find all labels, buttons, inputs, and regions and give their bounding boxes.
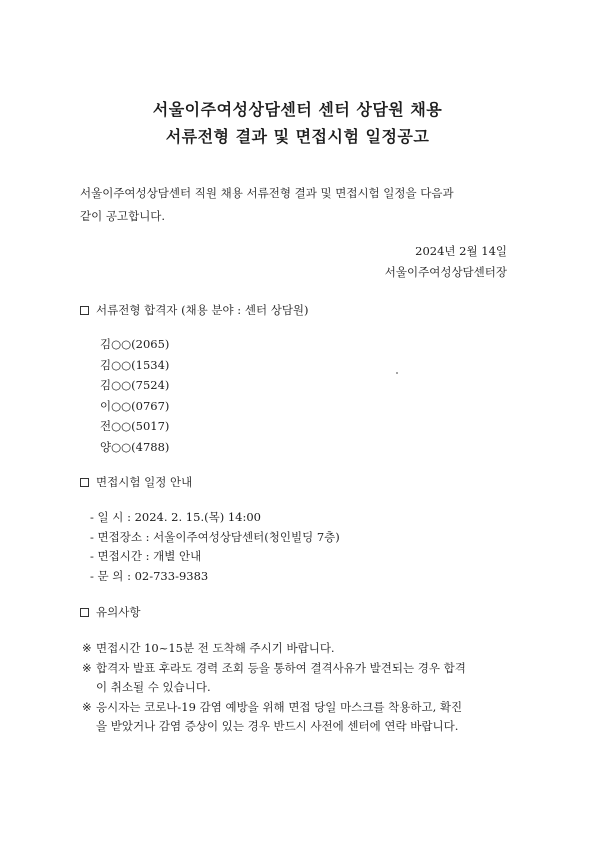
list-item: 김○○(7524)	[100, 378, 170, 392]
interview-schedule	[90, 508, 340, 586]
section-heading-interview	[80, 474, 192, 490]
section-heading-notes	[80, 604, 140, 620]
scan-speck	[396, 372, 398, 374]
checkbox-square-icon	[80, 306, 89, 315]
note-line: 합격자 발표 후라도 경력 조회 등을 통하여 결격사유가 발견되는 경우 합격	[96, 660, 466, 675]
schedule-item: - 일 시 : 2024. 2. 15.(목) 14:00	[90, 510, 261, 524]
section1-heading-text: 서류전형 합격자 (채용 분야 : 센터 상담원)	[96, 303, 309, 317]
page-title-line1: 서울이주여성상담센터 센터 상담원 채용	[152, 100, 443, 119]
reference-mark-icon: ※	[82, 699, 92, 714]
note-line: 면접시간 10~15분 전 도착해 주시기 바랍니다.	[96, 641, 335, 655]
note-item	[82, 639, 522, 659]
page-title-line2: 서류전형 결과 및 면접시험 일정공고	[165, 127, 430, 146]
note-line: 이 취소될 수 있습니다.	[96, 680, 211, 694]
section2-heading-text: 면접시험 일정 안내	[96, 475, 193, 489]
schedule-item: - 문 의 : 02-733-9383	[90, 568, 209, 583]
intro-paragraph	[80, 182, 520, 228]
reference-mark-icon: ※	[82, 641, 92, 655]
section3-heading-text: 유의사항	[96, 605, 141, 619]
list-item: 양○○(4788)	[100, 439, 170, 454]
checkbox-square-icon	[80, 478, 89, 487]
section-heading-passed	[80, 302, 309, 318]
reference-mark-icon: ※	[82, 660, 92, 675]
note-item	[82, 698, 522, 737]
list-item: 김○○(2065)	[100, 337, 170, 351]
issuer-name: 서울이주여성상담센터장	[384, 265, 507, 279]
note-line: 응시자는 코로나-19 감염 예방을 위해 면접 당일 마스크를 착용하고, 확진	[96, 699, 463, 714]
note-line: 을 받았거나 감염 증상이 있는 경우 반드시 사전에 센터에 연락 바랍니다.	[96, 719, 459, 733]
list-item: 이○○(0767)	[100, 398, 170, 413]
list-item: 김○○(1534)	[100, 357, 170, 372]
candidate-list	[100, 334, 169, 457]
notes-list	[82, 639, 522, 737]
schedule-item: - 면접장소 : 서울이주여성상담센터(청인빌딩 7층)	[90, 529, 340, 544]
intro-line1: 서울이주여성상담센터 직원 채용 서류전형 결과 및 면접시험 일정을 다음과	[80, 186, 454, 200]
schedule-item: - 면접시간 : 개별 안내	[90, 549, 202, 563]
announcement-date: 2024년 2월 14일	[415, 244, 507, 258]
list-item: 전○○(5017)	[100, 419, 170, 433]
checkbox-square-icon	[80, 608, 89, 617]
note-item	[82, 659, 522, 698]
intro-line2: 같이 공고합니다.	[80, 209, 166, 223]
